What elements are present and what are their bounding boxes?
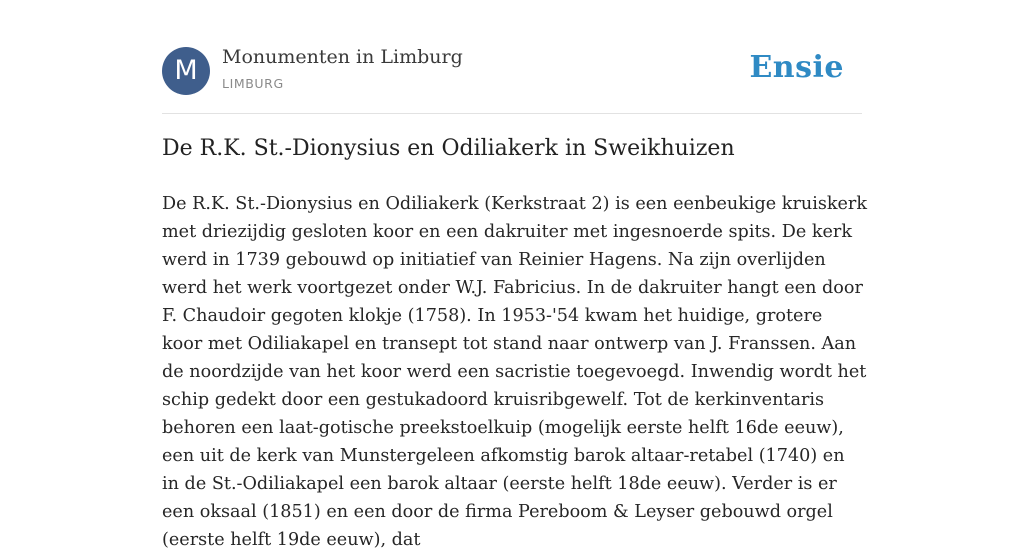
source-header — [162, 46, 862, 96]
avatar[interactable]: M — [162, 47, 210, 95]
source-subtitle[interactable]: LIMBURG — [222, 76, 284, 91]
divider — [162, 113, 862, 114]
article-title: De R.K. St.-Dionysius en Odiliakerk in Sweikhuizen — [162, 136, 735, 161]
article-body: De R.K. St.-Dionysius en Odiliakerk (Kerkstraat 2) is een eenbeukige kruiskerk met driezijdig gesloten koor en een dakruiter met ingesnoerde spits. De kerk werd in 1739 gebouwd op initiatief van Reinier Hagens. Na zijn overlijden werd het werk voortgezet onder W.J. Fabricius. In de dakruiter hangt een door F. Chaudoir gegoten klokje (1758). In 1953-'54 kwam het huidige, grotere koor met Odiliakapel en transept tot stand naar ontwerp van J. Franssen. Aan de noordzijde van het koor werd een sacristie toegevoegd. Inwendig wordt het schip gedekt door een gestukadoord kruisribgewelf. Tot de kerkinventaris behoren een laat-gotische preekstoelkuip (mogelijk eerste helft 16de eeuw), een uit de kerk van Munstergeleen afkomstig barok altaar-retabel (1740) en in de St.-Odiliakapel een barok altaar (eerste helft 18de eeuw). Verder is er een oksaal (1851) en een door de firma Pereboom & Leyser gebouwd orgel (eerste helft 19de eeuw), dat — [162, 194, 868, 550]
source-title[interactable]: Monumenten in Limburg — [222, 46, 463, 68]
brand-logo[interactable]: Ensie — [749, 50, 844, 85]
